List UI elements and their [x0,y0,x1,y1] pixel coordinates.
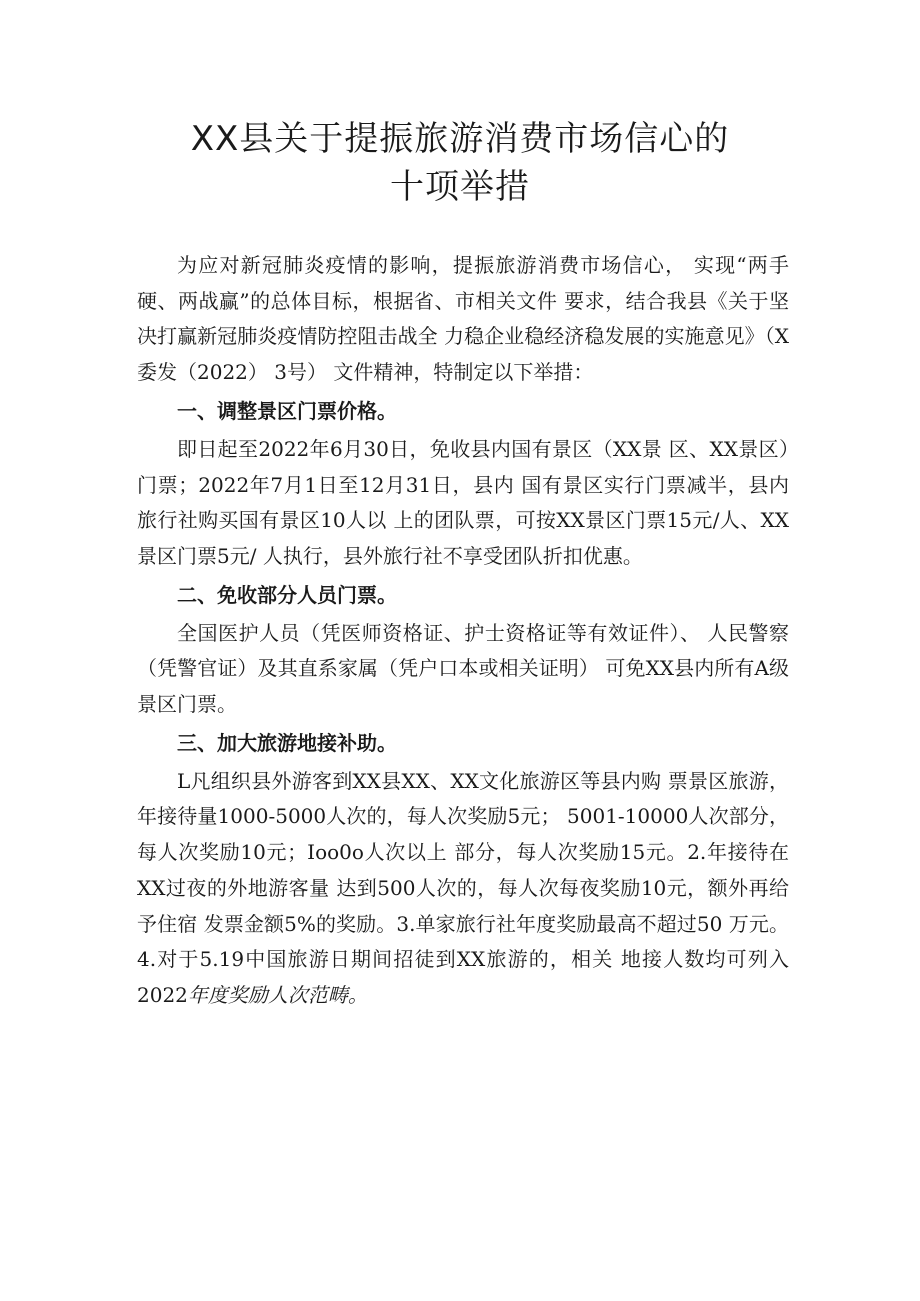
intro-paragraph: 为应对新冠肺炎疫情的影响，提振旅游消费市场信心， 实现“两手硬、两战赢”的总体目标，根据省、市相关文件 要求，结合我县《关于坚决打赢新冠肺炎疫情防控阻击战全 力稳企业稳经济稳发展的实施意见》（X委发（2022） 3号） 文件精神，特制定以下举措： [137,253,789,385]
section-1-text: 即日起至2022年6月30日，免收县内国有景区（XX景 区、XX景区）门票；2022年7月1日至12月31日，县内 国有景区实行门票减半，县内旅行社购买国有景区10人以 上的团队票，可按XX景区门票15元/人、XX景区门票5元/ 人执行，县外旅行社不享受团队折扣优惠。 [137,436,789,568]
document-title-line1: XX县关于提振旅游消费市场信心的 [190,119,730,159]
section-3-text-italic: 年度奖励人次范畴。 [187,982,368,1007]
section-1-heading: 一、调整景区门票价格。 [177,398,397,423]
document-title-line2: 十项举措 [390,167,530,207]
section-3-text: L凡组织县外游客到XX县XX、XX文化旅游区等县内购 票景区旅游，年接待量1000-5000人次的，每人次奖励5元； 5001-10000人次部分，每人次奖励10元；Ioo0o人次以上 部分，每人次奖励15元。2.年接待在XX过夜的外地游客量 达到500人次的，每人次每夜奖励10元，额外再给予住宿 发票金额5%的奖励。3.单家旅行社年度奖励最高不超过50 万元。4.对于5.19中国旅游日期间招徒到XX旅游的，相关 地接人数均可列入2022 [137,768,789,1007]
section-3-heading: 三、加大旅游地接补助。 [177,730,397,755]
section-2-heading: 二、免收部分人员门票。 [177,582,397,607]
section-2-text: 全国医护人员（凭医师资格证、护士资格证等有效证件）、 人民警察（凭警官证）及其直系家属（凭户口本或相关证明） 可免XX县内所有A级景区门票。 [137,620,789,717]
section-3-paragraph [137,764,789,1014]
document-body [137,248,789,1014]
